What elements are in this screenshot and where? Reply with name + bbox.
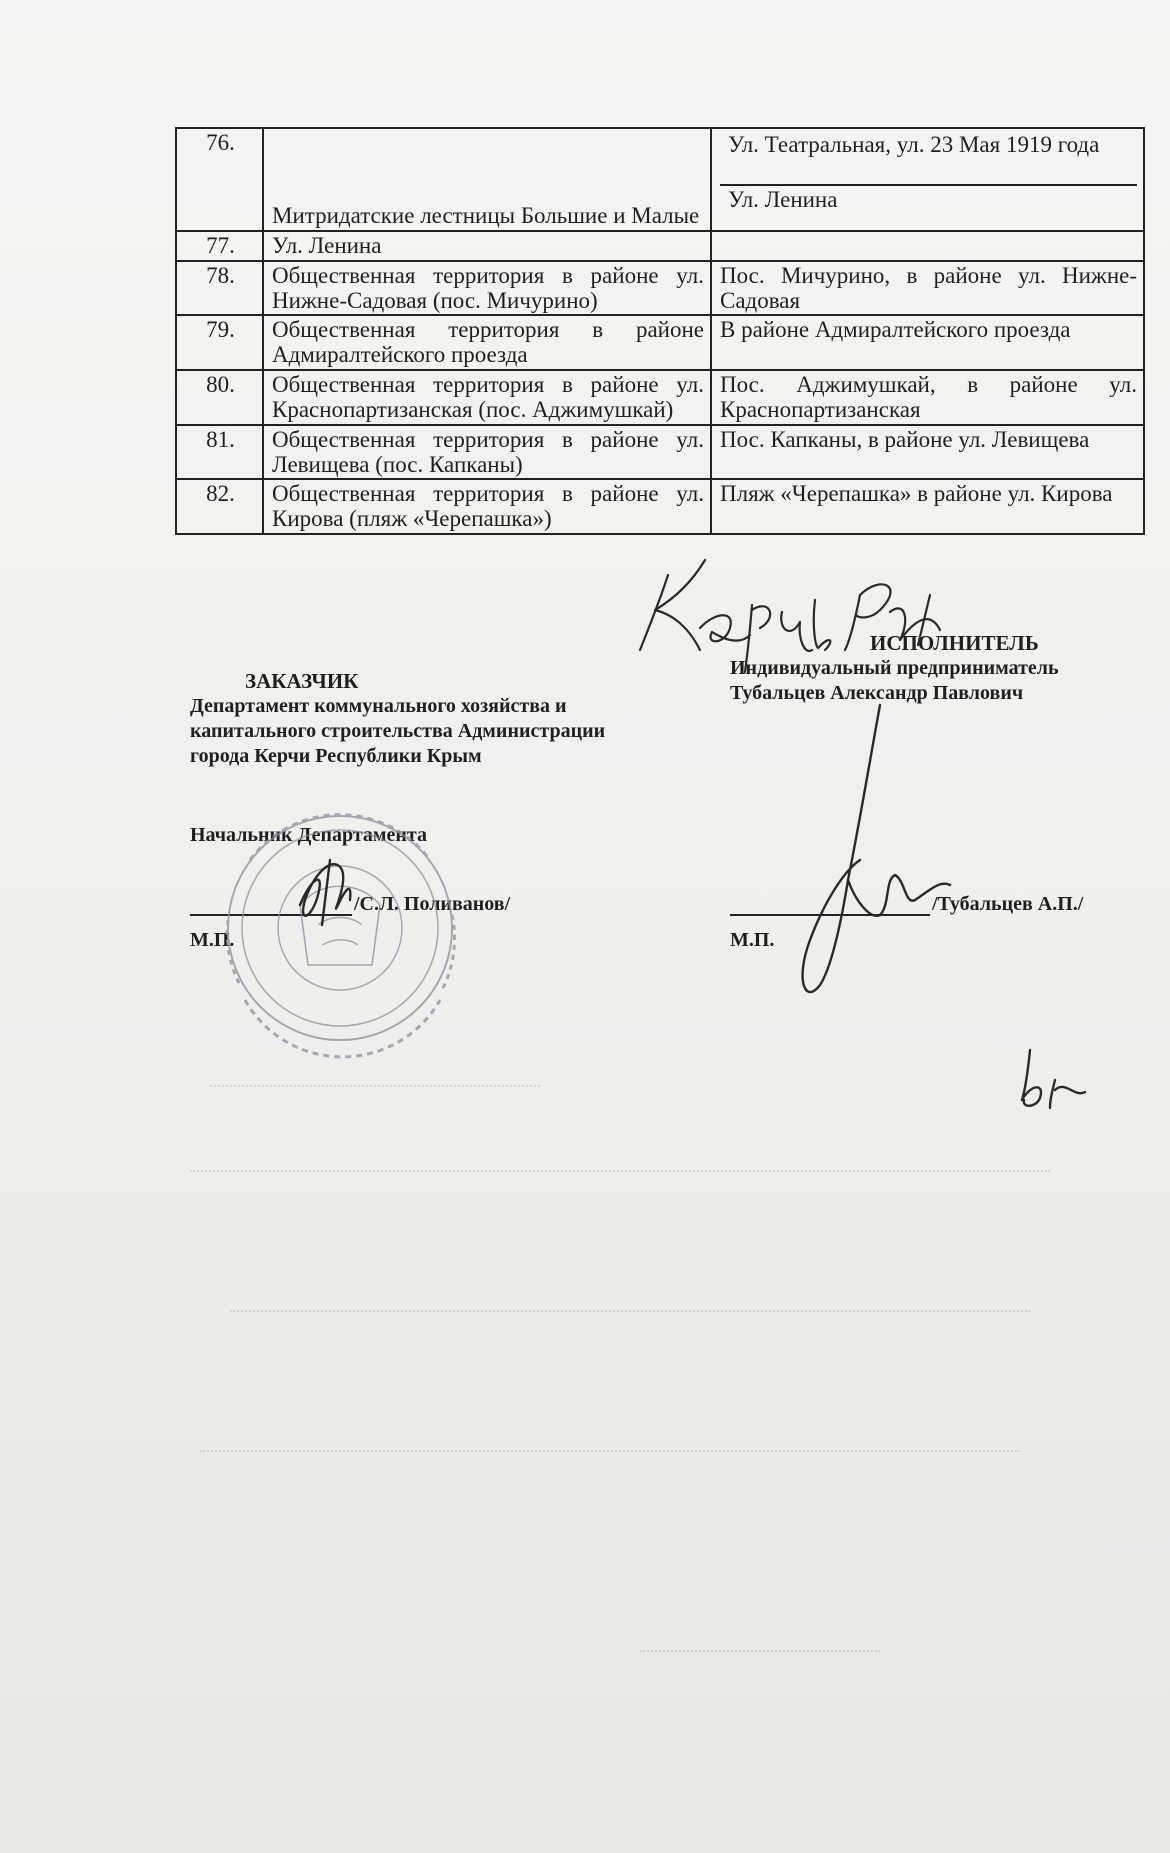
object-name: Ул. Ленина	[263, 231, 711, 261]
initials-note	[1022, 1050, 1085, 1108]
object-location	[711, 231, 1144, 261]
show-through-line	[230, 1310, 1030, 1312]
object-location: Пос. Капканы, в районе ул. Левищева	[711, 425, 1144, 480]
contractor-line-2: Тубальцев Александр Павлович	[730, 682, 1024, 705]
contractor-stamp-label: М.П.	[730, 929, 775, 951]
table-row	[176, 479, 1144, 534]
row-number: 80.	[176, 370, 263, 425]
show-through-line	[640, 1650, 880, 1652]
row-number: 81.	[176, 425, 263, 480]
customer-heading: ЗАКАЗЧИК	[245, 669, 359, 693]
object-name: Общественная территория в районе ул. Нижне-Садовая (пос. Мичурино)	[263, 261, 711, 316]
customer-signatory: /С.Л. Поливанов/	[354, 893, 511, 915]
row-number: 76.	[176, 128, 263, 231]
row-number: 82.	[176, 479, 263, 534]
customer-org-line-2: капитального строительства Администрации	[190, 720, 606, 743]
contractor-block	[730, 630, 1150, 706]
contractor-signature	[803, 705, 950, 992]
contractor-signatory: /Тубальцев А.П./	[932, 893, 1084, 915]
object-location: В районе Адмиралтейского проезда	[711, 315, 1144, 370]
row-number: 79.	[176, 315, 263, 370]
row-number: 78.	[176, 261, 263, 316]
customer-stamp-label: М.П.	[190, 929, 235, 951]
object-location: Пос. Мичурино, в районе ул. Нижне-Садовая	[711, 261, 1144, 316]
signature-rule	[190, 914, 352, 916]
object-name: Митридатские лестницы Большие и Малые	[263, 128, 711, 231]
object-name: Общественная территория в районе ул. Левищева (пос. Капканы)	[263, 425, 711, 480]
show-through-line	[200, 1450, 1020, 1452]
object-location: Пляж «Черепашка» в районе ул. Кирова	[711, 479, 1144, 534]
customer-signature-line	[190, 893, 530, 916]
contractor-signature-line	[730, 893, 1083, 916]
show-through-line	[190, 1170, 1050, 1172]
customer-block	[190, 668, 670, 848]
official-seal	[227, 815, 454, 1057]
object-name: Общественная территория в районе ул. Кирова (пляж «Черепашка»)	[263, 479, 711, 534]
show-through-line	[210, 1085, 540, 1087]
contractor-heading: ИСПОЛНИТЕЛЬ	[870, 631, 1039, 655]
object-location: Пос. Аджимушкай, в районе ул. Краснопартизанская	[711, 370, 1144, 425]
objects-table	[175, 127, 1145, 535]
object-name: Общественная территория в районе Адмиралтейского проезда	[263, 315, 711, 370]
location-line-2: Ул. Ленина	[728, 187, 838, 212]
row-number: 77.	[176, 231, 263, 261]
object-location	[711, 128, 1144, 231]
table-row	[176, 370, 1144, 425]
customer-org-line-1: Департамент коммунального хозяйства и	[190, 695, 567, 718]
table-row	[176, 128, 1144, 231]
location-line-1: Ул. Театральная, ул. 23 Мая 1919 года	[720, 131, 1137, 186]
contractor-line-1: Индивидуальный предприниматель	[730, 657, 1059, 680]
object-name: Общественная территория в районе ул. Краснопартизанская (пос. Аджимушкай)	[263, 370, 711, 425]
table-row	[176, 231, 1144, 261]
customer-position: Начальник Департамента	[190, 824, 428, 847]
table-row	[176, 315, 1144, 370]
table-row	[176, 425, 1144, 480]
table-row	[176, 261, 1144, 316]
customer-org-line-3: города Керчи Республики Крым	[190, 745, 482, 768]
signature-rule	[730, 914, 930, 916]
